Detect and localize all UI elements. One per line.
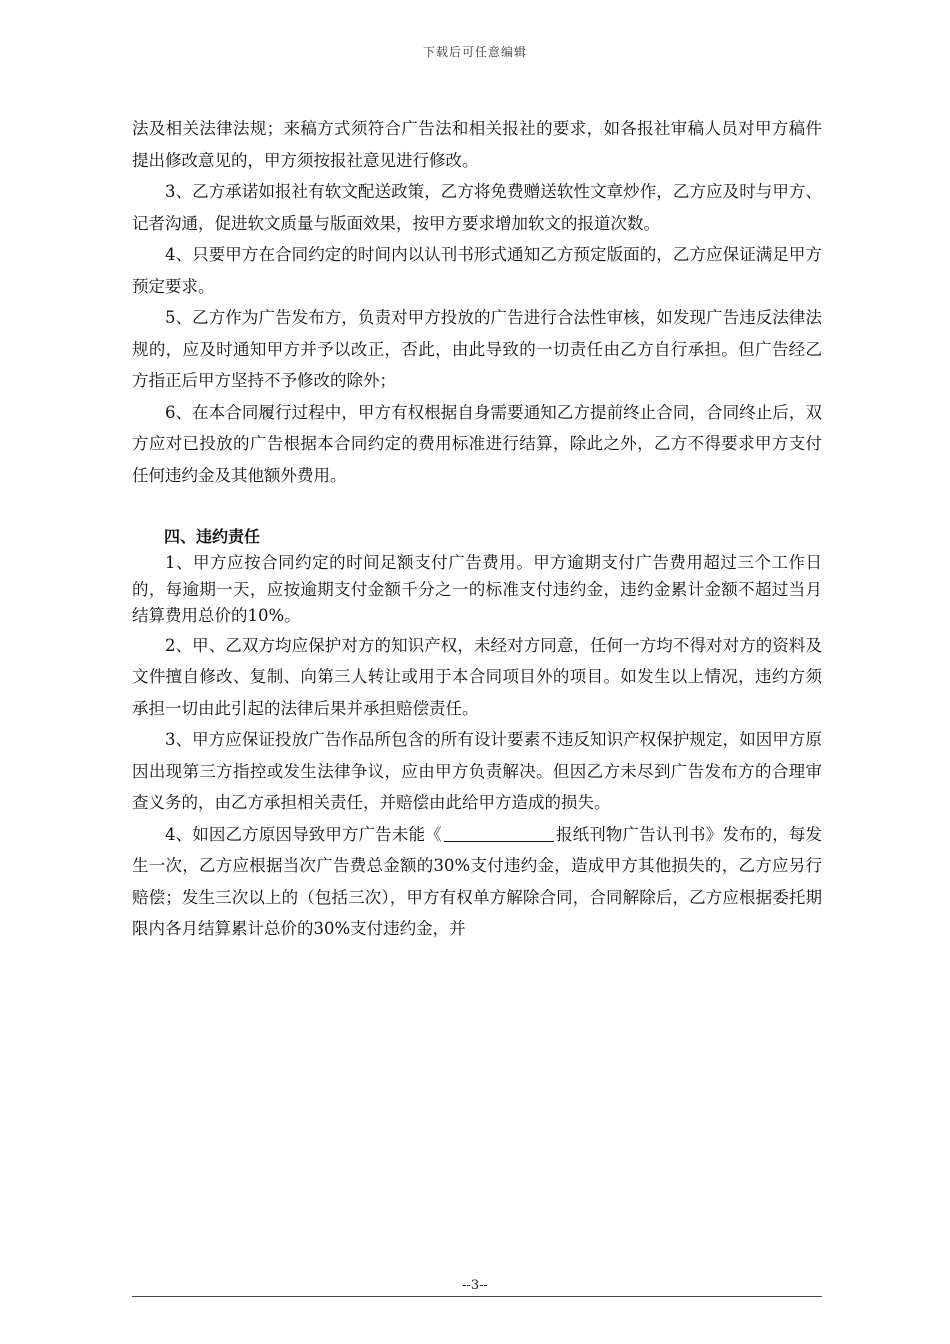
paragraph-clause-6: 6、在本合同履行过程中，甲方有权根据自身需要通知乙方提前终止合同，合同终止后，双方应对已投放的广告根据本合同约定的费用标准进行结算，除此之外，乙方不得要求甲方支付任何违约金及其他额外费用。	[132, 402, 822, 485]
footer-rule	[132, 1296, 822, 1297]
breach-item-2: 2、甲、乙双方均应保护对方的知识产权，未经对方同意，任何一方均不得对对方的资料及文件擅自修改、复制、向第三人转让或用于本合同项目外的项目。如发生以上情况，违约方须承担一切由此引起的法律后果并承担赔偿责任。	[132, 635, 822, 718]
breach-item-1: 1、甲方应按合同约定的时间足额支付广告费用。甲方逾期支付广告费用超过三个工作日的，每逾期一天，应按逾期支付金额千分之一的标准支付违约金，违约金累计金额不超过当月结算费用总价的10%。	[132, 553, 822, 625]
paragraph-clause-5: 5、乙方作为广告发布方，负责对甲方投放的广告进行合法性审核，如发现广告违反法律法规的，应及时通知甲方并予以改正，否此，由此导致的一切责任由乙方自行承担。但广告经乙方指正后甲方坚持不予修改的除外；	[132, 308, 822, 390]
paragraph-clause-4: 4、只要甲方在合同约定的时间内以认刊书形式通知乙方预定版面的，乙方应保证满足甲方预定要求。	[132, 245, 822, 296]
breach-item-4-lead: 4、如因乙方原因导致甲方广告未能《	[165, 824, 442, 844]
breach-item-4	[132, 819, 822, 945]
page-number: --3--	[462, 1278, 488, 1293]
section-spacer	[132, 491, 822, 524]
document-body	[132, 113, 822, 945]
breach-item-3: 3、甲方应保证投放广告作品所包含的所有设计要素不违反知识产权保护规定，如因甲方原因出现第三方指控或发生法律争议，应由甲方负责解决。但因乙方未尽到广告发布方的合理审查义务的，由乙方承担相关责任，并赔偿由此给甲方造成的损失。	[132, 730, 822, 812]
page-header: 下载后可任意编辑	[422, 45, 527, 59]
breach-item-4-rest: 报纸刊物广告认刊书》发布的，每发生一次，乙方应根据当次广告费总金额的30%支付违约金，造成甲方其他损失的，乙方应另行赔偿；发生三次以上的（包括三次），甲方有权单方解除合同，合同解除后，乙方应根据委托期限内各月结算累计总价的30%支付违约金，并	[132, 824, 823, 938]
paragraph-clause-3: 3、乙方承诺如报社有软文配送政策，乙方将免费赠送软性文章炒作，乙方应及时与甲方、记者沟通，促进软文质量与版面效果，按甲方要求增加软文的报道次数。	[132, 182, 822, 233]
paragraph-continued: 法及相关法律法规；来稿方式须符合广告法和相关报社的要求，如各报社审稿人员对甲方稿件提出修改意见的，甲方须按报社意见进行修改。	[132, 119, 822, 170]
section-heading-breach-liability: 四、违约责任	[164, 527, 261, 546]
fill-in-blank	[444, 823, 554, 842]
